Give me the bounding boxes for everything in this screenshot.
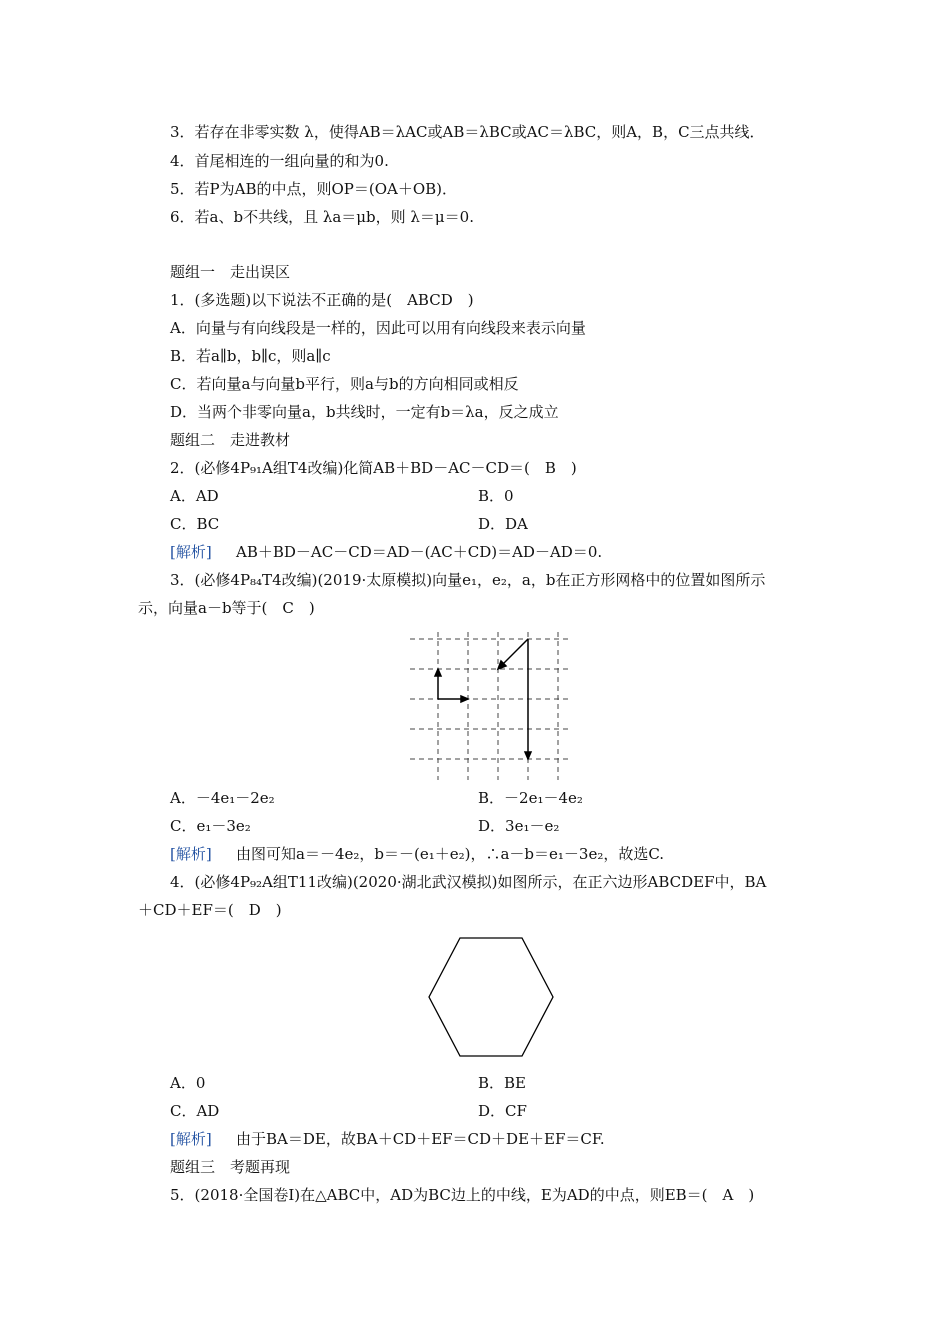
text-line: 6．若a、b不共线，且 λa＝μb，则 λ＝μ＝0. bbox=[170, 208, 474, 226]
question: 示，向量a－b等于( C ) bbox=[138, 599, 315, 617]
question: 3．(必修4P₈₄T4改编)(2019·太原模拟)向量e₁，e₂，a，b在正方形网格中的位置如图所示 bbox=[170, 571, 766, 589]
section-title: 题组三 考题再现 bbox=[170, 1158, 291, 1176]
section-title: 题组二 走进教材 bbox=[170, 431, 291, 449]
question: 1．(多选题)以下说法不正确的是( ABCD ) bbox=[170, 291, 474, 309]
arrowhead bbox=[435, 669, 441, 676]
question: 5．(2018·全国卷Ⅰ)在△ABC中，AD为BC边上的中线，E为AD的中点，则EB＝( A ) bbox=[170, 1186, 755, 1204]
option: A．AD bbox=[170, 487, 219, 505]
option: A．0 bbox=[170, 1074, 206, 1092]
option: D．3e₁－e₂ bbox=[478, 817, 560, 835]
hexagon-figure bbox=[405, 922, 585, 1070]
analysis-tag: [解析] bbox=[170, 1130, 212, 1148]
option: B．0 bbox=[478, 487, 514, 505]
option: C．BC bbox=[170, 515, 220, 533]
vector-b bbox=[500, 639, 528, 667]
text-line: 5．若P为AB的中点，则OP＝(OA＋OB)． bbox=[170, 180, 458, 198]
question: 4．(必修4P₉₂A组T11改编)(2020·湖北武汉模拟)如图所示，在正六边形ABCDEF中，BA bbox=[170, 873, 767, 891]
option: D．CF bbox=[478, 1102, 527, 1120]
analysis-tag: [解析] bbox=[170, 543, 212, 561]
text-line: 3．若存在非零实数 λ，使得AB＝λAC或AB＝λBC或AC＝λBC，则A，B，C三点共线． bbox=[170, 123, 765, 141]
section-title: 题组一 走出误区 bbox=[170, 263, 291, 281]
analysis-text: 由于BA＝DE，故BA＋CD＋EF＝CD＋DE＋EF＝CF. bbox=[236, 1130, 605, 1148]
analysis-text: 由图可知a＝－4e₂，b＝－(e₁＋e₂)，∴a－b＝e₁－3e₂，故选C. bbox=[236, 845, 665, 863]
option: B．若a∥b，b∥c，则a∥c bbox=[170, 347, 331, 365]
option: A．－4e₁－2e₂ bbox=[170, 789, 275, 807]
option: D．DA bbox=[478, 515, 528, 533]
question: ＋CD＋EF＝( D ) bbox=[138, 901, 282, 919]
option: B．BE bbox=[478, 1074, 526, 1092]
arrowhead bbox=[525, 752, 531, 759]
grid-lines bbox=[410, 632, 568, 780]
hexagon bbox=[429, 938, 553, 1056]
vector-grid-figure bbox=[400, 630, 580, 782]
option: B．－2e₁－4e₂ bbox=[478, 789, 583, 807]
analysis-tag: [解析] bbox=[170, 845, 212, 863]
question: 2．(必修4P₉₁A组T4改编)化简AB＋BD－AC－CD＝( B ) bbox=[170, 459, 577, 477]
option: D．当两个非零向量a，b共线时，一定有b＝λa，反之成立 bbox=[170, 403, 559, 421]
arrowhead bbox=[461, 696, 468, 702]
option: C．e₁－3e₂ bbox=[170, 817, 251, 835]
analysis-text: AB＋BD－AC－CD＝AD－(AC＋CD)＝AD－AD＝0. bbox=[236, 543, 603, 561]
option: A．向量与有向线段是一样的，因此可以用有向线段来表示向量 bbox=[170, 319, 586, 337]
text-line: 4．首尾相连的一组向量的和为0. bbox=[170, 152, 389, 170]
option: C．若向量a与向量b平行，则a与b的方向相同或相反 bbox=[170, 375, 519, 393]
option: C．AD bbox=[170, 1102, 220, 1120]
